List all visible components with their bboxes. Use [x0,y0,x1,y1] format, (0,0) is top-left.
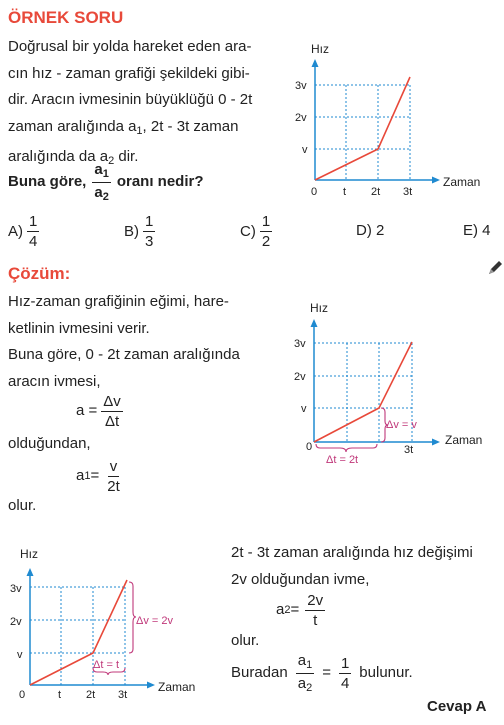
graph3-origin: 0 [19,689,26,701]
olur2-text: olur. [231,632,260,649]
solution-line-2: ketlinin ivmesini verir. [8,319,150,337]
question-prompt: Buna göre, $\frac{a_1}{a_2}$ oranı nedir? [8,161,204,203]
graph-question [285,40,500,200]
graph1-x-tick-2t: 2t [371,186,381,198]
graph2-y-tick-v: v [301,403,307,415]
graph1-x-label: Zaman [443,175,481,189]
option-c[interactable]: C) $\frac{1}{2}$ [240,213,271,250]
graph2-y-tick-3v: 3v [294,338,306,350]
solution-line-3: Buna göre, 0 - 2t zaman aralığında [8,346,240,363]
solution-text [8,289,278,395]
solution-line-1: Hız-zaman grafiğinin eğimi, hare- [8,293,229,310]
since-text: olduğundan, [8,435,91,452]
graph1-y-tick-v: v [302,144,308,156]
graph1-x-tick-t: t [343,186,347,198]
graph2-dt-label: Δt = 2t [326,454,359,466]
graph3-y-label: Hız [20,547,38,561]
solution-title: Çözüm: [8,264,71,283]
question-line-2: cın hız - zaman grafiği şekildeki gibi- [8,64,250,82]
graph3-y-tick-3v: 3v [10,583,22,595]
graph1-origin: 0 [311,186,318,198]
pencil-icon [486,259,504,277]
solution-right-line-1: 2t - 3t zaman aralığında hız değişimi [231,544,473,561]
graph2-y-tick-2v: 2v [294,371,306,383]
graph3-dv-brace [129,582,136,653]
graph2-dt-brace [316,444,377,452]
option-e[interactable]: E) 4 [463,222,491,239]
question-line-4: zaman aralığında $a_1$, 2t - 3t zaman [8,117,239,137]
question-line-1: Doğrusal bir yolda hareket eden ara- [8,38,252,55]
graph3-y-tick-2v: 2v [10,616,22,628]
graph3-dt-label: Δt = t [93,659,119,671]
graph3-x-label: Zaman [158,680,196,694]
graph2-y-label: Hız [310,301,328,315]
graph3-x-tick-3t: 3t [118,689,128,701]
option-a[interactable]: A) $\frac{1}{4}$ [8,213,38,250]
graph3-x-tick-t: t [58,689,62,701]
answer-label: Cevap A [427,698,487,715]
ratio-fraction: $\frac{a_1}{a_2}$ [94,161,109,203]
graph2-dv-label: Δv = v [386,419,417,431]
final-result: Buradan $\frac{a_1}{a_2}$ = $\frac{1}{4}$ bulunur. [231,652,413,694]
question-line-5: aralığında da $a_2$ dir. [8,148,139,167]
graph2-x-label: Zaman [445,433,483,447]
equation-a1: a 1 = $\frac{v}{2t}$ [76,458,120,495]
graph-solution-2 [2,540,222,702]
option-b[interactable]: B) $\frac{1}{3}$ [124,213,154,250]
graph1-x-tick-3t: 3t [403,186,413,198]
solution-right-text [231,540,503,593]
graph3-y-tick-v: v [17,649,23,661]
question-text [8,34,278,175]
question-line-3: dir. Aracın ivmesinin büyüklüğü 0 - 2t [8,91,253,108]
solution-line-4: aracın ivmesi, [8,372,101,390]
option-d[interactable]: D) 2 [356,222,385,239]
graph2-origin: 0 [306,441,313,453]
graph1-velocity-line [315,77,410,180]
graph1-y-label: Hız [311,42,329,56]
graph1-y-tick-3v: 3v [295,80,307,92]
graph-solution-1 [280,298,502,470]
olur-text: olur. [8,497,37,514]
graph1-y-tick-2v: 2v [295,112,307,124]
example-title: ÖRNEK SORU [8,8,124,27]
solution-right-line-2: 2v olduğundan ivme, [231,570,370,588]
graph3-x-tick-2t: 2t [86,689,96,701]
graph2-x-tick-3t: 3t [404,444,414,456]
equation-acceleration: a = $\frac{\Delta v}{\Delta t}$ [76,393,121,430]
equation-a2: a 2 = $\frac{2v}{t}$ [276,592,324,629]
graph3-dv-label: Δv = 2v [136,615,174,627]
